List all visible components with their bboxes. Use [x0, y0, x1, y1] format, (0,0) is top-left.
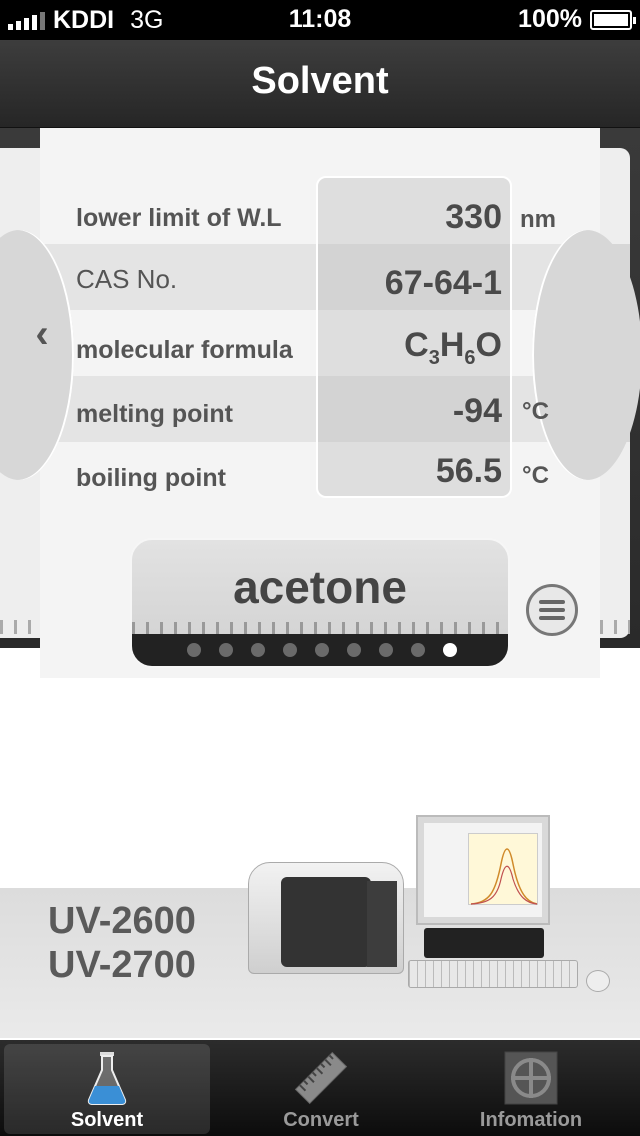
tab-label: Convert	[283, 1109, 359, 1131]
property-label: melting point	[76, 400, 233, 428]
computer-monitor-image	[416, 815, 550, 925]
property-value: 67-64-1	[384, 264, 502, 302]
battery-percent: 100%	[518, 5, 582, 33]
model-name: UV-2700	[48, 944, 196, 986]
carrier-name: KDDI	[53, 6, 115, 34]
property-value: 330	[445, 198, 502, 236]
page-dot[interactable]	[187, 643, 201, 657]
property-value: -94	[452, 392, 502, 430]
page-dot[interactable]	[379, 643, 393, 657]
solvent-name-plate[interactable]	[130, 538, 510, 668]
formula-value: $C_3H_6O$	[404, 326, 502, 369]
tab-information[interactable]	[428, 1044, 634, 1134]
page-dot[interactable]	[219, 643, 233, 657]
ruler-ticks-right	[600, 620, 630, 634]
page-indicator[interactable]	[132, 634, 510, 666]
property-label: lower limit of W.L	[76, 204, 282, 232]
spectrophotometer-image	[248, 862, 404, 974]
card-notch-right	[532, 230, 640, 480]
flask-icon	[85, 1050, 129, 1111]
tab-solvent[interactable]	[4, 1044, 210, 1134]
clock: 11:08	[288, 5, 352, 33]
previous-solvent-arrow[interactable]: ‹	[35, 312, 49, 356]
page-dot[interactable]	[283, 643, 297, 657]
mouse-image	[586, 970, 610, 992]
page-dot[interactable]	[315, 643, 329, 657]
ruler-ticks-left	[0, 620, 40, 634]
computer-base-image	[424, 928, 544, 958]
network-type: 3G	[130, 6, 164, 34]
crosshair-icon	[503, 1050, 559, 1111]
battery-icon	[590, 10, 632, 30]
page-title: Solvent	[251, 60, 389, 102]
page-dot[interactable]	[347, 643, 361, 657]
property-unit: nm	[520, 206, 556, 233]
tab-label: Solvent	[70, 1109, 144, 1131]
page-dot[interactable]	[443, 643, 457, 657]
tab-convert[interactable]	[218, 1044, 424, 1134]
menu-list-button[interactable]	[526, 584, 578, 636]
property-label: molecular formula	[76, 336, 293, 364]
property-unit: °C	[522, 398, 549, 425]
page-dot[interactable]	[251, 643, 265, 657]
status-bar	[0, 0, 640, 40]
property-label: boiling point	[76, 464, 226, 492]
model-name: UV-2600	[48, 900, 196, 942]
tab-bar	[0, 1040, 640, 1136]
tab-label: Infomation	[479, 1109, 583, 1131]
property-label: CAS No.	[76, 264, 178, 294]
page-dot[interactable]	[411, 643, 425, 657]
navigation-bar	[0, 40, 640, 128]
keyboard-image	[408, 960, 578, 988]
ruler-icon	[291, 1050, 351, 1111]
property-value: 56.5	[435, 452, 502, 490]
solvent-name: acetone	[233, 561, 407, 613]
property-unit: °C	[522, 462, 549, 489]
